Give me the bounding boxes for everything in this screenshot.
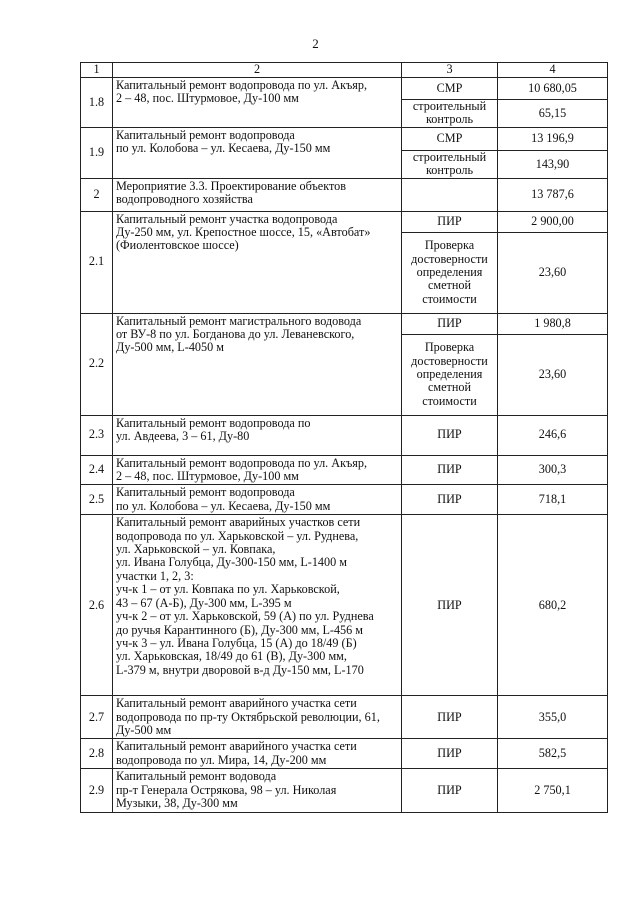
table-body — [81, 63, 608, 813]
row-number: 2.3 — [81, 415, 113, 455]
amount: 1 980,8 — [498, 313, 608, 334]
table-row — [81, 769, 608, 812]
row-description: Капитальный ремонт участка водопровода Ду-250 мм, ул. Крепостное шоссе, 15, «Автобат» (Фиолентовское шоссе) — [113, 211, 402, 313]
row-number: 1.8 — [81, 78, 113, 128]
work-type: ПИР — [402, 769, 498, 812]
amount: 2 900,00 — [498, 211, 608, 232]
header-row — [81, 63, 608, 78]
amount: 355,0 — [498, 696, 608, 739]
header-cell-3: 3 — [402, 63, 498, 78]
row-number: 2.1 — [81, 211, 113, 313]
budget-table — [80, 62, 608, 813]
amount: 2 750,1 — [498, 769, 608, 812]
amount: 582,5 — [498, 739, 608, 769]
row-description: Капитальный ремонт аварийного участка сети водопровода по пр-ту Октябрьской революции, 61, Ду-500 мм — [113, 696, 402, 739]
amount: 680,2 — [498, 515, 608, 696]
amount: 10 680,05 — [498, 78, 608, 100]
table-row — [81, 739, 608, 769]
row-description: Капитальный ремонт водопровода по ул. Колобова – ул. Кесаева, Ду-150 мм — [113, 485, 402, 515]
amount: 23,60 — [498, 232, 608, 313]
amount: 13 196,9 — [498, 127, 608, 150]
work-type: ПИР — [402, 485, 498, 515]
row-description: Капитальный ремонт водовода пр-т Генерала Острякова, 98 – ул. Николая Музыки, 38, Ду-300 мм — [113, 769, 402, 812]
table-row — [81, 485, 608, 515]
table-row — [81, 313, 608, 334]
work-type: СМР — [402, 127, 498, 150]
amount: 13 787,6 — [498, 178, 608, 211]
row-description: Капитальный ремонт водопровода по ул. Акъяр, 2 – 48, пос. Штурмовое, Ду-100 мм — [113, 78, 402, 128]
work-type: СМР — [402, 78, 498, 100]
amount: 23,60 — [498, 334, 608, 415]
row-description: Капитальный ремонт водопровода по ул. Акъяр, 2 – 48, пос. Штурмовое, Ду-100 мм — [113, 455, 402, 485]
work-type: ПИР — [402, 313, 498, 334]
header-cell-4: 4 — [498, 63, 608, 78]
table-row — [81, 127, 608, 150]
work-type: Проверка достоверности определения сметной стоимости — [402, 232, 498, 313]
table-row — [81, 515, 608, 696]
row-number: 2.5 — [81, 485, 113, 515]
row-number: 2.6 — [81, 515, 113, 696]
row-description: Капитальный ремонт аварийных участков сети водопровода по ул. Харьковской – ул. Руднева, ул. Харьковской – ул. Ковпака, ул. Ивана Голубца, Ду-300-150 мм, L-1400 м участки 1, 2, 3: уч-к 1 – от ул. Ковпака по ул. Харьковской, 43 – 67 (А-Б), Ду-300 мм, L-395 м уч-к 2 – от ул. Харьковской, 59 (А) по ул. Руднева до ручья Карантинного (Б), Ду-300 мм, L-456 м уч-к 3 – ул. Ивана Голубца, 15 (А) до 18/49 (Б) ул. Харьковская, 18/49 до 61 (В), Ду-300 мм, L-379 м, внутри дворовой в-д Ду-150 мм, L-170 — [113, 515, 402, 696]
work-type: Проверка достоверности определения сметной стоимости — [402, 334, 498, 415]
work-type: ПИР — [402, 696, 498, 739]
work-type — [402, 178, 498, 211]
row-description: Капитальный ремонт аварийного участка сети водопровода по ул. Мира, 14, Ду-200 мм — [113, 739, 402, 769]
amount: 65,15 — [498, 100, 608, 128]
work-type: строительный контроль — [402, 100, 498, 128]
table-row — [81, 415, 608, 455]
work-type: ПИР — [402, 211, 498, 232]
work-type: ПИР — [402, 455, 498, 485]
work-type: ПИР — [402, 515, 498, 696]
row-number: 2.8 — [81, 739, 113, 769]
table-row — [81, 455, 608, 485]
row-description: Капитальный ремонт магистрального водовода от ВУ-8 по ул. Богданова до ул. Леваневского, Ду-500 мм, L-4050 м — [113, 313, 402, 415]
row-number: 1.9 — [81, 127, 113, 178]
row-number: 2.2 — [81, 313, 113, 415]
table-row — [81, 178, 608, 211]
amount: 246,6 — [498, 415, 608, 455]
header-cell-1: 1 — [81, 63, 113, 78]
row-description: Капитальный ремонт водопровода по ул. Авдеева, 3 – 61, Ду-80 — [113, 415, 402, 455]
work-type: ПИР — [402, 415, 498, 455]
table-row — [81, 78, 608, 100]
amount: 143,90 — [498, 150, 608, 178]
work-type: ПИР — [402, 739, 498, 769]
row-description: Мероприятие 3.3. Проектирование объектов водопроводного хозяйства — [113, 178, 402, 211]
row-number: 2.4 — [81, 455, 113, 485]
amount: 300,3 — [498, 455, 608, 485]
row-number: 2.7 — [81, 696, 113, 739]
table-row — [81, 211, 608, 232]
row-number: 2 — [81, 178, 113, 211]
row-description: Капитальный ремонт водопровода по ул. Колобова – ул. Кесаева, Ду-150 мм — [113, 127, 402, 178]
amount: 718,1 — [498, 485, 608, 515]
row-number: 2.9 — [81, 769, 113, 812]
table-row — [81, 696, 608, 739]
page-number: 2 — [312, 36, 319, 51]
work-type: строительный контроль — [402, 150, 498, 178]
header-cell-2: 2 — [113, 63, 402, 78]
